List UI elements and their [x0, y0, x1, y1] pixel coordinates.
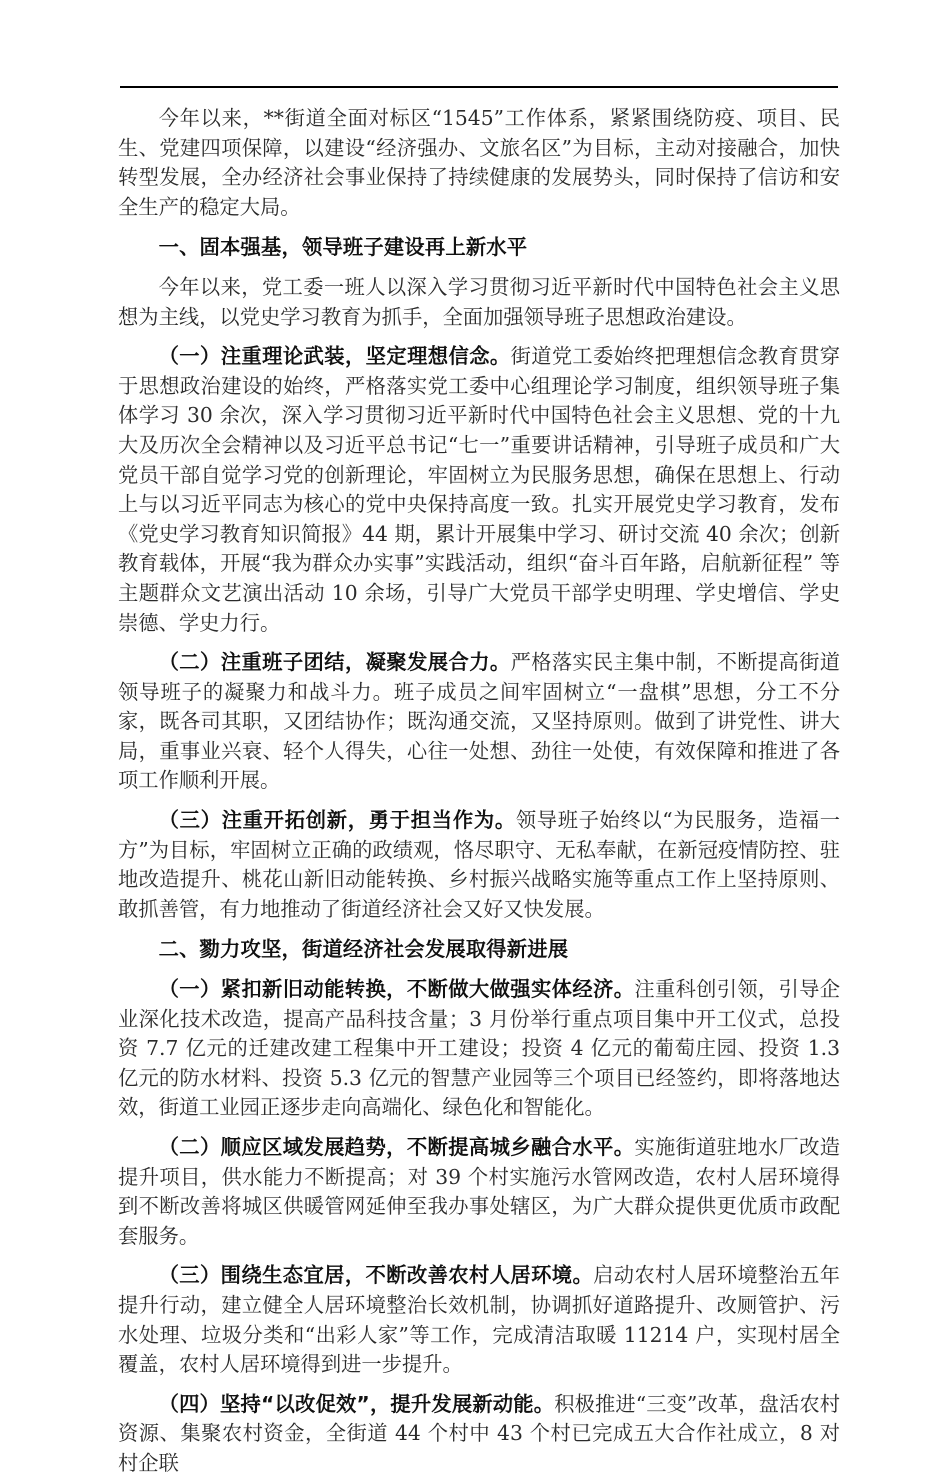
- document-body: [118, 104, 840, 1479]
- paragraph-2-4: [118, 1390, 840, 1479]
- paragraph-2-1-lead: （一）紧扣新旧动能转换，不断做大做强实体经济。: [158, 977, 635, 1002]
- paragraph-2-1-body: 注重科创引领，引导企业深化技术改造，提高产品科技含量；3 月份举行重点项目集中开工仪式，总投资 7.7 亿元的迁建改建工程集中开工建设；投资 4 亿元的葡萄庄园、投资 1.3 亿元的防水材料、投资 5.3 亿元的智慧产业园等三个项目已经签约，即将落地达效，街道工业园正逐步走向高端化、绿色化和智能化。: [118, 977, 840, 1120]
- paragraph-2-2-body: 实施街道驻地水厂改造提升项目，供水能力不断提高；对 39 个村实施污水管网改造，农村人居环境得到不断改善将城区供暖管网延伸至我办事处辖区，为广大群众提供更优质市政配套服务。: [118, 1135, 840, 1248]
- paragraph-2-2: [118, 1133, 840, 1251]
- paragraph-2-1: [118, 975, 840, 1123]
- paragraph-2-3: [118, 1261, 840, 1379]
- paragraph-1-1-lead: （一）注重理论武装，坚定理想信念。: [158, 344, 511, 369]
- paragraph-1-1-body: 街道党工委始终把理想信念教育贯穿于思想政治建设的始终，严格落实党工委中心组理论学习制度，组织领导班子集体学习 30 余次，深入学习贯彻习近平新时代中国特色社会主义思想、党的十九大及历次全会精神以及习近平总书记“七一”重要讲话精神，引导班子成员和广大党员干部自觉学习党的创新理论，牢固树立为民服务思想，确保在思想上、行动上与以习近平同志为核心的党中央保持高度一致。扎实开展党史学习教育，发布《党史学习教育知识简报》44 期，累计开展集中学习、研讨交流 40 余次；创新教育载体，开展“我为群众办实事”实践活动，组织“奋斗百年路，启航新征程” 等主题群众文艺演出活动 10 余场，引导广大党员干部学史明理、学史增信、学史崇德、学史力行。: [118, 344, 840, 635]
- section-heading-two: 二、勠力攻坚，街道经济社会发展取得新进展: [158, 937, 569, 962]
- paragraph-1-1: [118, 342, 840, 638]
- paragraph-2-3-lead: （三）围绕生态宜居，不断改善农村人居环境。: [158, 1263, 594, 1288]
- paragraph-1-2: [118, 648, 840, 796]
- section-heading-one: 一、固本强基，领导班子建设再上新水平: [158, 235, 528, 260]
- paragraph-1-2-body: 严格落实民主集中制，不断提高街道领导班子的凝聚力和战斗力。班子成员之间牢固树立“一盘棋”思想，分工不分家，既各司其职，又团结协作；既沟通交流，又坚持原则。做到了讲党性、讲大局，重事业兴衰、轻个人得失，心往一处想、劲往一处使，有效保障和推进了各项工作顺利开展。: [118, 650, 840, 793]
- paragraph-1-2-lead: （二）注重班子团结，凝聚发展合力。: [158, 650, 511, 675]
- paragraph-2-4-body: 积极推进“三变”改革，盘活农村资源、集聚农村资金，全街道 44 个村中 43 个村已完成五大合作社成立，8 对村企联: [118, 1391, 840, 1475]
- paragraph-section-one-intro: 今年以来，党工委一班人以深入学习贯彻习近平新时代中国特色社会主义思想为主线，以党史学习教育为抓手，全面加强领导班子思想政治建设。: [118, 274, 840, 329]
- paragraph-intro: 今年以来，**街道全面对标区“1545”工作体系，紧紧围绕防疫、项目、民生、党建四项保障，以建设“经济强办、文旅名区”为目标，主动对接融合，加快转型发展，全办经济社会事业保持了持续健康的发展势头，同时保持了信访和安全生产的稳定大局。: [118, 106, 840, 219]
- paragraph-2-2-lead: （二）顺应区域发展趋势，不断提高城乡融合水平。: [158, 1135, 635, 1159]
- paragraph-2-4-lead: （四）坚持“以改促效”，提升发展新动能。: [158, 1391, 555, 1416]
- paragraph-1-3: [118, 806, 840, 924]
- paragraph-2-3-body: 启动农村人居环境整治五年提升行动，建立健全人居环境整治长效机制，协调抓好道路提升、改厕管护、污水处理、垃圾分类和“出彩人家”等工作，完成清洁取暖 11214 户，实现村居全覆盖，农村人居环境得到进一步提升。: [118, 1263, 840, 1377]
- page-header: [0, 0, 950, 104]
- paragraph-1-3-body: 领导班子始终以“为民服务，造福一方”为目标，牢固树立正确的政绩观，恪尽职守、无私奉献，在新冠疫情防控、驻地改造提升、桃花山新旧动能转换、乡村振兴战略实施等重点工作上坚持原则、敢抓善管，有力地推动了街道经济社会又好又快发展。: [118, 808, 841, 921]
- header-divider-rule: [120, 86, 838, 88]
- paragraph-1-3-lead: （三）注重开拓创新，勇于担当作为。: [158, 808, 516, 833]
